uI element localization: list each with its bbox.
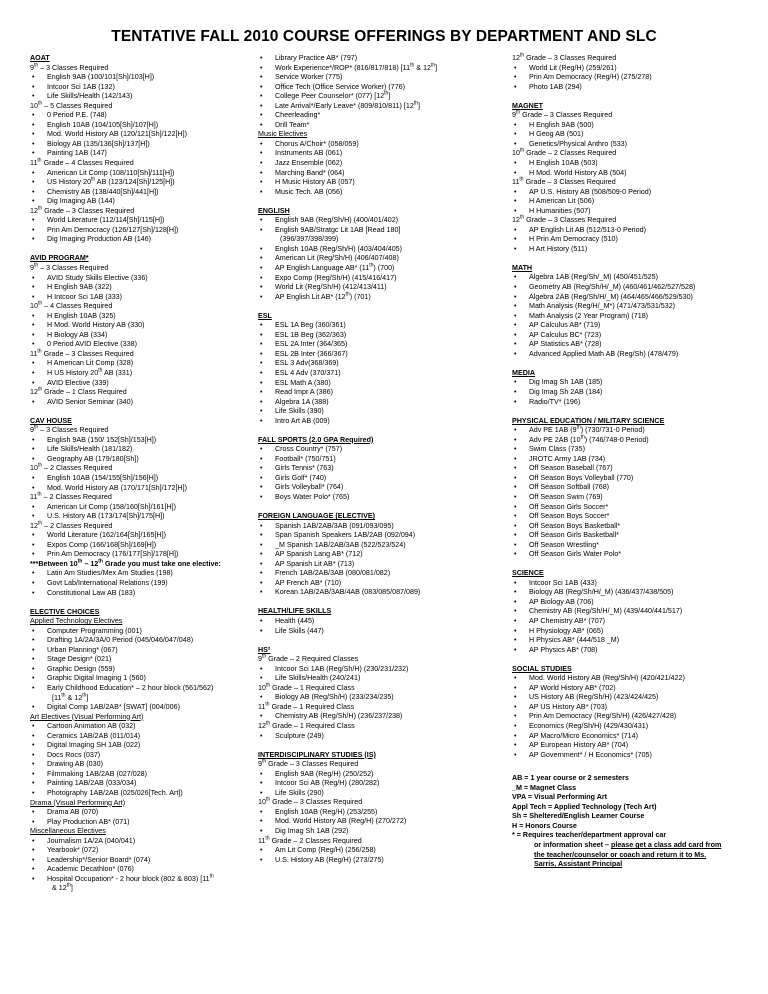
- course-item: • Docs Rocs (037): [30, 751, 266, 761]
- grade-requirement: 9th Grade – 3 Classes Required: [512, 109, 613, 120]
- course-item: • World Literature (162/164[Sh]/165[H]): [30, 531, 266, 541]
- course-item: • Academic Decathlon* (076): [30, 865, 266, 875]
- course-item: • Intcoor Sci AB (Reg/H) (280/282): [258, 779, 508, 789]
- course-item: • H Physics AB* (444/518 _M): [512, 636, 752, 646]
- grade-requirement: 10th – 4 Classes Required: [30, 300, 113, 311]
- section-heading: FALL SPORTS (2.0 GPA Required): [258, 435, 374, 444]
- section-interdisciplinary-studies-is: [258, 751, 508, 866]
- course-item: • Life Skills/Health (142/143): [30, 92, 266, 102]
- legend-line: _M = Magnet Class: [512, 783, 577, 792]
- course-item: • Adv PE 2AB (10th) (746/748-0 Period): [512, 436, 752, 446]
- course-item: • Korean 1AB/2AB/3AB/4AB (083/085/087/089): [258, 588, 508, 598]
- course-item: • Life Skills (447): [258, 627, 508, 637]
- course-item: • Mod. World History AB (170/171[Sh]/172[H]): [30, 484, 266, 494]
- course-item: • H Music History AB (057): [258, 178, 508, 188]
- course-item: • Drafting 1A/2A/3A/0 Period (045/046/047/048): [30, 636, 266, 646]
- course-item: • Chorus A/Choir* (058/059): [258, 140, 508, 150]
- course-item: • AP English Lit AB (512/513-0 Period): [512, 226, 752, 236]
- grade-requirement: 11th Grade – 1 Required Class: [258, 701, 355, 711]
- grade-requirement: 10th Grade – 1 Required Class: [258, 682, 355, 692]
- course-item: • Math Analysis (Reg/H/_M*) (471/473/531/532): [512, 302, 752, 312]
- course-item: • Leadership*/Senior Board* (074): [30, 856, 266, 866]
- section-foreign-language-elective: [258, 512, 508, 598]
- course-item: • Dig Imag Sh 2AB (184): [512, 388, 752, 398]
- course-item: • Economics (Reg/Sh/H) (429/430/431): [512, 722, 752, 732]
- course-item: • Off Season Girls Water Polo*: [512, 550, 752, 560]
- course-item: • Girls Volleyball* (764): [258, 483, 508, 493]
- section-heading: FOREIGN LANGUAGE (ELECTIVE): [258, 512, 376, 521]
- course-item: • H Intcoor Sci 1AB (333): [30, 293, 266, 303]
- course-item: • Work Experience*/ROP* (816/817/818) [11th & 12th]: [258, 64, 508, 74]
- course-item: • AP Spanish Lang AB* (712): [258, 550, 508, 560]
- section-heading: ELECTIVE CHOICES: [30, 607, 100, 616]
- course-item: • Late Arrival*/Early Leave* (809/810/811) [12th]: [258, 102, 508, 112]
- course-item: • Read Impr A (386): [258, 388, 508, 398]
- grade-requirement: 10th – 5 Classes Required: [30, 100, 113, 110]
- legend-line: the teacher/counselor or coach and return it to Ms.: [534, 850, 707, 859]
- course-item: • English 10AB (104/105[Sh]/107[H]): [30, 121, 266, 131]
- course-item: • AP Macro/Micro Economics* (714): [512, 732, 752, 742]
- section-heading: SCIENCE: [512, 569, 544, 578]
- course-item: • English 9AB (Reg/Sh/H) (400/401/402): [258, 216, 508, 226]
- course-item: • Dig Imag Sh 1AB (292): [258, 827, 508, 837]
- course-item: • Mod. World History AB (Reg/Sh/H) (420/421/422): [512, 674, 752, 684]
- course-item: • English 9AB (100/101[Sh]/103[H]): [30, 73, 266, 83]
- course-item: • H English 9AB (322): [30, 283, 266, 293]
- course-item: • Ceramics 1AB/2AB (011/014): [30, 732, 266, 742]
- course-item: • Dig Imaging AB (144): [30, 197, 266, 207]
- section-elective-choices: [30, 608, 266, 894]
- course-item: • Intcoor Sci 1AB (Reg/Sh/H) (230/231/232): [258, 665, 508, 675]
- course-item: • AP English Lit AB* (12th) (701): [258, 293, 508, 303]
- grade-requirement: ***Between 10th – 12th Grade you must take one elective:: [30, 558, 221, 568]
- grade-requirement: & 12th]: [52, 883, 73, 893]
- course-item: • American Lit Comp (108/110[Sh]/111[H]): [30, 169, 266, 179]
- course-item: • Filmmaking 1AB/2AB (027/028): [30, 770, 266, 780]
- legend-line: * = Requires teacher/department approval car: [512, 831, 667, 840]
- course-item: • ESL 2A Inter (364/365): [258, 340, 508, 350]
- course-item: • Girls Golf* (740): [258, 474, 508, 484]
- subheading: Art Electives (Visual Performing Art): [30, 712, 144, 721]
- grade-requirement: 10th – 2 Classes Required: [30, 463, 113, 473]
- course-item: • US History 20th AB (123/124[Sh]/125[H]): [30, 178, 266, 188]
- course-item: • AP Physics AB* (708): [512, 646, 752, 656]
- course-item: • JROTC Army 1AB (734): [512, 455, 752, 465]
- course-item: • Cross Country* (757): [258, 445, 508, 455]
- course-item: • AVID Elective (339): [30, 379, 266, 389]
- subheading: Music Electives: [258, 130, 308, 139]
- subheading: Drama (Visual Performing Art): [30, 798, 126, 807]
- section-fall-sports-2-0-gpa-required: [258, 436, 508, 503]
- course-item: • Mod. World History AB (Reg/H) (270/272): [258, 817, 508, 827]
- course-item: • Drama AB (070): [30, 808, 266, 818]
- column-3: [512, 54, 752, 870]
- course-item: • Prin Am Democracy (126/127[Sh]/128[H]): [30, 226, 266, 236]
- course-item: • ESL 1B Beg (362/363): [258, 331, 508, 341]
- section-heading: SOCIAL STUDIES: [512, 664, 572, 673]
- course-item: • Digital Comp 1AB/2AB* [SWAT] (004/006): [30, 703, 266, 713]
- section-science: [512, 569, 752, 655]
- course-item: • Constitutional Law AB (183): [30, 589, 266, 599]
- course-item: • AP US History AB* (703): [512, 703, 752, 713]
- grade-requirement: 9th – 3 Classes Required: [30, 424, 109, 435]
- grade-requirement: 12th Grade – 1 Class Required: [30, 386, 127, 397]
- section-math: [512, 264, 752, 359]
- course-item: • Off Season Baseball (767): [512, 464, 752, 474]
- course-item: • H Physiology AB* (065): [512, 627, 752, 637]
- course-item: • Prin Am Democracy (176/177[Sh]/178[H]): [30, 550, 266, 560]
- legend-line: VPA = Visual Performing Art: [512, 793, 608, 802]
- course-item: • Algebra 2AB (Reg/Sh/H/_M) (464/465/466/529/530): [512, 293, 752, 303]
- course-item: • Geography AB (179/180[Sh]): [30, 455, 266, 465]
- course-item: • Photo 1AB (294): [512, 83, 752, 93]
- section-heading: MATH: [512, 263, 533, 272]
- section-avid-program: [30, 254, 266, 407]
- legend-line: or information sheet – please get a class add card from: [534, 841, 722, 850]
- course-item: • Off Season Softball (768): [512, 483, 752, 493]
- course-item: • Life Skills (390): [258, 407, 508, 417]
- section-heading: ESL: [258, 311, 272, 320]
- legend: [512, 774, 752, 869]
- section-heading: AOAT: [30, 54, 50, 62]
- section-media: [512, 369, 752, 407]
- course-item: • Jazz Ensemble (062): [258, 159, 508, 169]
- course-item: • Prin Am Democracy (Reg/H) (275/278): [512, 73, 752, 83]
- course-item: • Geometry AB (Reg/Sh/H/_M) (460/461/462/527/528): [512, 283, 752, 293]
- course-item: • H Art History (511): [512, 245, 752, 255]
- course-item: • Life Skills (290): [258, 789, 508, 799]
- course-item: • American Lit (Reg/Sh/H) (406/407/408): [258, 254, 508, 264]
- course-item: • _M Spanish 1AB/2AB/3AB (522/523/524): [258, 541, 508, 551]
- course-item: • Digital Imaging SH 1AB (022): [30, 741, 266, 751]
- course-item: • Office Tech (Office Service Worker) (776): [258, 83, 508, 93]
- course-item: • Latin Am Studies/Mex Am Studies (198): [30, 569, 266, 579]
- grade-requirement: 11th Grade – 3 Classes Required: [30, 348, 134, 358]
- course-item: • English 10AB (Reg/Sh/H) (403/404/405): [258, 245, 508, 255]
- grade-requirement: 12th – 2 Classes Required: [30, 520, 113, 530]
- course-item: • Stage Design* (021): [30, 655, 266, 665]
- course-item: • AP U.S. History AB (508/509-0 Period): [512, 188, 752, 198]
- course-item: • Health (445): [258, 617, 508, 627]
- section-health-life-skills: [258, 607, 508, 636]
- course-item: • World Lit (Reg/Sh/H) (412/413/411): [258, 283, 508, 293]
- course-item: • Dig Imag Sh 1AB (185): [512, 378, 752, 388]
- grade-requirement: 11th Grade – 4 Classes Required: [30, 157, 134, 168]
- course-item: • AP Statistics AB* (728): [512, 340, 752, 350]
- course-item: • Hospital Occupation* - 2 hour block (802 & 803) [11th: [30, 875, 266, 885]
- course-item: • Chemistry AB (Reg/Sh/H/_M) (439/440/441/517): [512, 607, 752, 617]
- course-item: • Genetics/Physical Anthro (533): [512, 140, 752, 150]
- course-item: • English 10AB (154/155[Sh]/156[H]): [30, 474, 266, 484]
- course-item: • Life Skills/Health (240/241): [258, 674, 508, 684]
- grade-requirement: 12th Grade – 3 Classes Required: [512, 214, 617, 225]
- legend-line: Sarris, Assistant Principal: [534, 860, 623, 869]
- course-item: • AP Calculus BC* (723): [512, 331, 752, 341]
- course-item: • Biology AB (Reg/Sh/H) (233/234/235): [258, 693, 508, 703]
- course-item: • Math Analysis (2 Year Program) (718): [512, 312, 752, 322]
- course-item: • Intro Art AB (009): [258, 417, 508, 427]
- course-item: • Sculpture (249): [258, 732, 508, 742]
- section-heading: MEDIA: [512, 368, 536, 377]
- course-item: • Spanish 1AB/2AB/3AB (091/093/095): [258, 522, 508, 532]
- course-item: • AP Spanish Lit AB* (713): [258, 560, 508, 570]
- grade-requirement: 12th Grade – 3 Classes Required: [30, 205, 135, 215]
- course-item: • H Geog AB (501): [512, 130, 752, 140]
- course-item: • AP Biology AB (706): [512, 598, 752, 608]
- course-item: • U.S. History AB (Reg/H) (273/275): [258, 856, 508, 866]
- section-heading: INTERDISCIPLINARY STUDIES (IS): [258, 750, 376, 759]
- section-magnet: [512, 102, 752, 255]
- course-item: • Football* (750/751): [258, 455, 508, 465]
- course-item: • Off Season Boys Soccer*: [512, 512, 752, 522]
- course-item: • College Peer Counselor* (077) [12th]: [258, 92, 508, 102]
- course-item: • Intcoor Sci 1AB (433): [512, 579, 752, 589]
- course-item: • Drill Team*: [258, 121, 508, 131]
- section-cav-house: [30, 417, 266, 598]
- section-physical-education-military-science: [512, 417, 752, 560]
- course-item: • Graphic Design (559): [30, 665, 266, 675]
- grade-requirement: 9th Grade – 3 Classes Required: [258, 758, 359, 769]
- course-item: • Drawing AB (030): [30, 760, 266, 770]
- course-item: • Off Season Girls Basketball*: [512, 531, 752, 541]
- section-heading: ENGLISH: [258, 206, 290, 215]
- grade-requirement: 11th Grade – 2 Classes Required: [258, 835, 362, 845]
- course-item: • Off Season Girls Soccer*: [512, 503, 752, 513]
- grade-requirement: 11th Grade – 3 Classes Required: [512, 176, 616, 187]
- course-item: • H American Lit (506): [512, 197, 752, 207]
- grade-requirement: [11th & 12th]: [52, 692, 89, 702]
- course-item: • AP French AB* (710): [258, 579, 508, 589]
- course-item: • H Biology AB (334): [30, 331, 266, 341]
- section-heading: HS²: [258, 645, 271, 654]
- legend-line: Appl Tech = Applied Technology (Tech Art): [512, 802, 657, 811]
- section-hs: [258, 646, 508, 741]
- course-item: • Computer Programming (001): [30, 627, 266, 637]
- grade-requirement: 10th Grade – 3 Classes Required: [258, 796, 363, 807]
- course-item: • Intcoor Sci 1AB (132): [30, 83, 266, 93]
- course-item: • ESL 4 Adv (370/371): [258, 369, 508, 379]
- section-english: [258, 207, 508, 302]
- subheading: Applied Technology Electives: [30, 617, 123, 626]
- section-heading: MAGNET: [512, 101, 543, 110]
- page-title: TENTATIVE FALL 2010 COURSE OFFERINGS BY DEPARTMENT AND SLC: [111, 28, 657, 45]
- course-item: • Instruments AB (061): [258, 149, 508, 159]
- legend-line: Sh = Sheltered/English Learner Course: [512, 812, 645, 821]
- course-item: • Chemistry AB (138/440[Sh]/441[H]): [30, 188, 266, 198]
- course-item: • H English 10AB (325): [30, 312, 266, 322]
- section-heading: AVID PROGRAM*: [30, 254, 89, 263]
- course-item: • English 9AB/Stratgc Lit 1AB [Read 180]: [258, 226, 508, 236]
- grade-requirement: 10th Grade – 2 Classes Required: [512, 148, 617, 158]
- section-heading: PHYSICAL EDUCATION / MILITARY SCIENCE: [512, 416, 665, 425]
- course-item: • Yearbook* (072): [30, 846, 266, 856]
- course-item: • 0 Period AVID Elective (338): [30, 340, 266, 350]
- course-item: • Urban Planning* (067): [30, 646, 266, 656]
- course-item: • U.S. History AB (173/174[Sh]/175[H]): [30, 512, 266, 522]
- section-heading: CAV HOUSE: [30, 416, 72, 425]
- course-item: • Govt Lab/International Relations (199): [30, 579, 266, 589]
- course-item: • Cheerleading*: [258, 111, 508, 121]
- section-aoat: [30, 54, 266, 245]
- course-item: • Off Season Swim (769): [512, 493, 752, 503]
- course-item: • Prin Am Democracy (Reg/Sh/H) (426/427/428): [512, 712, 752, 722]
- course-item: • Painting 1AB/2AB (033/034): [30, 779, 266, 789]
- course-item: • English 9AB (150/ 152[Sh]/153[H]): [30, 436, 266, 446]
- course-item: • Algebra 1A (388): [258, 398, 508, 408]
- course-item: • US History AB (Reg/Sh/H) (423/424/425): [512, 693, 752, 703]
- course-item: • ESL 1A Beg (360/361): [258, 321, 508, 331]
- course-item: • Swim Class (735): [512, 445, 752, 455]
- course-item: • AP English Language AB* (11th) (700): [258, 264, 508, 274]
- course-item: • Girls Tennis* (763): [258, 464, 508, 474]
- course-item: • H US History 20th AB (331): [30, 369, 266, 379]
- course-item: • English 10AB (Reg/H) (253/255): [258, 808, 508, 818]
- grade-requirement: 12th Grade – 3 Classes Required: [512, 52, 617, 62]
- course-item: • Photography 1AB/2AB (025/026[Tech. Art]): [30, 789, 266, 799]
- course-item: • French 1AB/2AB/3AB (080/081/082): [258, 569, 508, 579]
- grade-requirement: 9th Grade – 2 Required Classes: [258, 653, 359, 664]
- grade-requirement: 9th – 3 Classes Required: [30, 262, 109, 272]
- course-item: • Expo Comp (Reg/Sh/H) (415/416/417): [258, 274, 508, 284]
- course-item: • H Humanities (507): [512, 207, 752, 217]
- course-item: • American Lit Comp (158/160[Sh]/161[H]): [30, 503, 266, 513]
- course-item: • ESL 2B Inter (366/367): [258, 350, 508, 360]
- course-item: • Dig Imaging Production AB (146): [30, 235, 266, 245]
- course-item: • AVID Study Skills Elective (336): [30, 274, 266, 284]
- course-item: • World Lit (Reg/H) (259/261): [512, 64, 752, 74]
- course-item: • ESL Math A (380): [258, 379, 508, 389]
- course-item: • H American Lit Comp (328): [30, 359, 266, 369]
- course-item: • ESL 3 Adv(368/369): [258, 359, 508, 369]
- course-item: • AP World History AB* (702): [512, 684, 752, 694]
- grade-requirement: (396/397/398/399): [280, 235, 339, 244]
- course-item: • Adv PE 1AB (9th) (730/731-0 Period): [512, 426, 752, 436]
- course-item: • Life Skills/Health (181/182): [30, 445, 266, 455]
- course-item: • 0 Period P.E. (748): [30, 111, 266, 121]
- course-item: • Off Season Boys Volleyball (770): [512, 474, 752, 484]
- course-item: • AVID Senior Seminar (340): [30, 398, 266, 408]
- course-item: • H Mod. World History AB (330): [30, 321, 266, 331]
- course-item: • Am Lit Comp (Reg/H) (256/258): [258, 846, 508, 856]
- course-item: • H English 9AB (500): [512, 121, 752, 131]
- course-item: • Radio/TV* (196): [512, 398, 752, 408]
- column-2: [258, 54, 508, 875]
- section-continued: [258, 54, 508, 197]
- grade-requirement: 12th Grade – 1 Required Class: [258, 720, 355, 730]
- course-item: • Play Production AB* (071): [30, 818, 266, 828]
- course-item: • H Prin Am Democracy (510): [512, 235, 752, 245]
- course-item: • Service Worker (775): [258, 73, 508, 83]
- course-item: • Off Season Wrestling*: [512, 541, 752, 551]
- course-item: • Biology AB (Reg/Sh/H/_M) (436/437/438/505): [512, 588, 752, 598]
- subheading: Miscellaneous Electives: [30, 827, 106, 836]
- course-item: • Boys Water Polo* (765): [258, 493, 508, 503]
- grade-requirement: 11th – 2 Classes Required: [30, 491, 112, 502]
- course-item: • Graphic Digital Imaging 1 (560): [30, 674, 266, 684]
- section-esl: [258, 312, 508, 427]
- section-social-studies: [512, 665, 752, 760]
- course-item: • Library Practice AB* (797): [258, 54, 508, 64]
- course-item: • English 9AB (Reg/H) (250/252): [258, 770, 508, 780]
- course-item: • Mod. World History AB (120/121[Sh]/122[H]): [30, 130, 266, 140]
- course-item: • AP Government* / H Economics* (705): [512, 751, 752, 761]
- course-item: • Expos Comp (166/168[Sh]/169[H]): [30, 541, 266, 551]
- course-item: • Music Tech. AB (056): [258, 188, 508, 198]
- course-item: • Journalism 1A/2A (040/041): [30, 837, 266, 847]
- course-item: • World Literature (112/114[Sh]/115[H]): [30, 216, 266, 226]
- course-item: • Painting 1AB (147): [30, 149, 266, 159]
- course-item: • AP European History AB* (704): [512, 741, 752, 751]
- section-heading: HEALTH/LIFE SKILLS: [258, 607, 332, 616]
- grade-requirement: 9th – 3 Classes Required: [30, 62, 109, 72]
- course-item: • AP Calculus AB* (719): [512, 321, 752, 331]
- course-item: • Cartoon Animation AB (032): [30, 722, 266, 732]
- course-item: • H Mod. World History AB (504): [512, 169, 752, 179]
- course-item: • AP Chemistry AB* (707): [512, 617, 752, 627]
- legend-line: H = Honors Course: [512, 821, 577, 830]
- course-item: • H English 10AB (503): [512, 159, 752, 169]
- section-continued: [512, 54, 752, 92]
- column-1: [30, 54, 266, 903]
- course-item: • Off Season Boys Basketball*: [512, 522, 752, 532]
- legend-line: AB = 1 year course or 2 semesters: [512, 774, 629, 783]
- course-item: • Algebra 1AB (Reg/Sh/_M) (450/451/525): [512, 273, 752, 283]
- course-item: • Early Childhood Education* – 2 hour block (561/562): [30, 684, 266, 694]
- course-item: • Advanced Applied Math AB (Reg/Sh) (478/479): [512, 350, 752, 360]
- course-item: • Marching Band* (064): [258, 169, 508, 179]
- course-item: • Chemistry AB (Reg/Sh/H) (236/237/238): [258, 712, 508, 722]
- course-item: • Biology AB (135/136[Sh]/137[H]): [30, 140, 266, 150]
- course-item: • Span Spanish Speakers 1AB/2AB (092/094): [258, 531, 508, 541]
